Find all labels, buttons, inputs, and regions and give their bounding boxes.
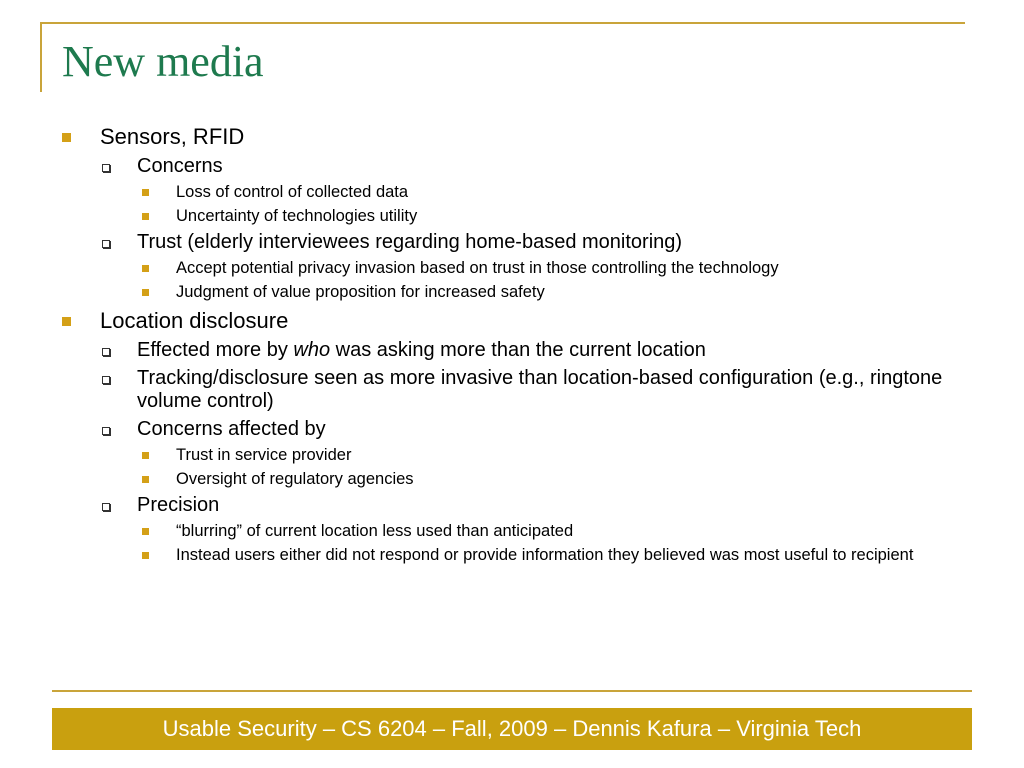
bullet-text: Instead users either did not respond or provide information they believed was most useful to recipient xyxy=(176,546,914,564)
bullet-concerns xyxy=(62,155,982,178)
bullet-instead xyxy=(62,546,982,565)
top-frame-line xyxy=(40,22,965,24)
bullet-text: Sensors, RFID xyxy=(100,124,245,149)
slide-title: New media xyxy=(62,37,264,86)
bullet-uncertainty xyxy=(62,207,982,226)
bullet-sensors xyxy=(62,124,982,150)
bullet-text: Oversight of regulatory agencies xyxy=(176,470,414,488)
bullet-text: Tracking/disclosure seen as more invasive than location-based configuration (e.g., ringtone volume control) xyxy=(137,367,943,412)
bullet-text: Concerns xyxy=(137,155,223,177)
square-bullet-icon xyxy=(142,528,149,535)
bullet-text: Trust in service provider xyxy=(176,446,352,464)
bullet-oversight xyxy=(62,470,982,489)
square-bullet-icon xyxy=(142,452,149,459)
bullet-text: Concerns affected by xyxy=(137,418,326,440)
hollow-square-bullet-icon xyxy=(102,164,110,172)
hollow-square-bullet-icon xyxy=(102,348,110,356)
square-bullet-icon xyxy=(142,289,149,296)
bullet-effected xyxy=(62,339,982,362)
bullet-text: Location disclosure xyxy=(100,308,289,333)
bullet-tracking xyxy=(62,367,982,413)
bullet-loss-control xyxy=(62,183,982,202)
square-bullet-icon xyxy=(62,317,71,326)
hollow-square-bullet-icon xyxy=(102,376,110,384)
footer-rule xyxy=(52,690,972,692)
bullet-text: Precision xyxy=(137,494,220,516)
hollow-square-bullet-icon xyxy=(102,240,110,248)
bullet-text: Judgment of value proposition for increased safety xyxy=(176,283,545,301)
square-bullet-icon xyxy=(142,189,149,196)
bullet-location xyxy=(62,308,982,334)
bullet-text: Effected more by xyxy=(137,339,294,361)
bullet-trust xyxy=(62,231,982,254)
square-bullet-icon xyxy=(142,265,149,272)
slide-content xyxy=(62,122,982,565)
bullet-text: Accept potential privacy invasion based on trust in those controlling the technology xyxy=(176,259,779,277)
bullet-judgment xyxy=(62,283,982,302)
bullet-trust-service xyxy=(62,446,982,465)
hollow-square-bullet-icon xyxy=(102,427,110,435)
bullet-text: Uncertainty of technologies utility xyxy=(176,207,418,225)
square-bullet-icon xyxy=(62,133,71,142)
square-bullet-icon xyxy=(142,476,149,483)
square-bullet-icon xyxy=(142,213,149,220)
footer-bar: Usable Security – CS 6204 – Fall, 2009 – Dennis Kafura – Virginia Tech xyxy=(52,708,972,750)
square-bullet-icon xyxy=(142,552,149,559)
bullet-blurring xyxy=(62,522,982,541)
hollow-square-bullet-icon xyxy=(102,503,110,511)
bullet-precision xyxy=(62,494,982,517)
bullet-text: “blurring” of current location less used than anticipated xyxy=(176,522,574,540)
bullet-text: was asking more than the current location xyxy=(330,339,706,361)
bullet-text: Loss of control of collected data xyxy=(176,183,409,201)
bullet-text: Trust (elderly interviewees regarding home-based monitoring) xyxy=(137,231,683,253)
emphasis-text: who xyxy=(293,339,331,361)
bullet-accept-privacy xyxy=(62,259,982,278)
left-frame-line xyxy=(40,22,42,92)
bullet-concerns-affected xyxy=(62,418,982,441)
